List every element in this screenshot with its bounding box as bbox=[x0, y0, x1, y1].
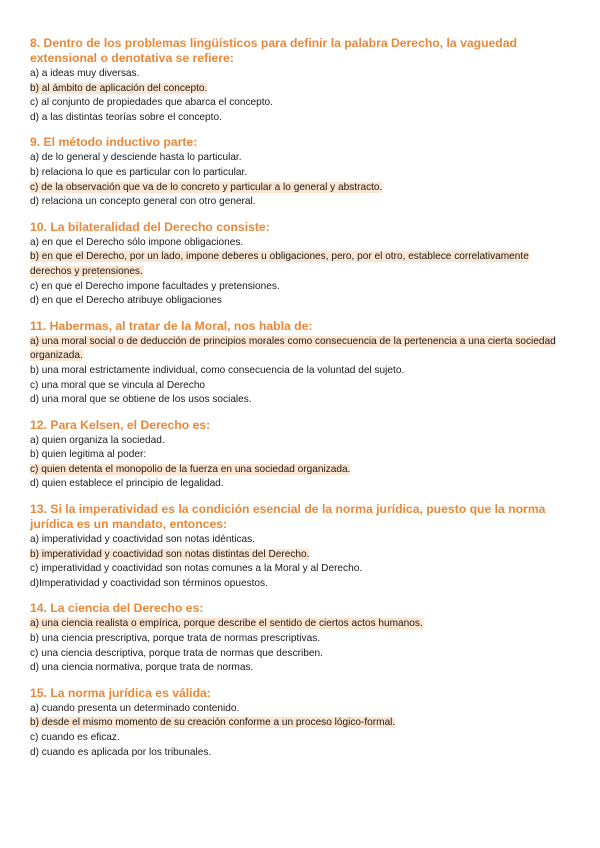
answer-option-text: c) en que el Derecho impone facultades y pretensiones. bbox=[30, 280, 280, 292]
answer-option bbox=[30, 96, 570, 111]
question-title: 9. El método inductivo parte: bbox=[30, 135, 198, 150]
question-title: 15. La norma jurídica es válida: bbox=[30, 685, 211, 700]
answer-option-text: b) quien legitima al poder: bbox=[30, 449, 147, 461]
answer-option bbox=[30, 533, 570, 548]
answer-option bbox=[30, 434, 570, 449]
answer-option bbox=[30, 661, 570, 676]
answer-option bbox=[30, 731, 570, 746]
answer-option-text: d) una ciencia normativa, porque trata de normas. bbox=[30, 662, 254, 674]
answer-option-text: d) relaciona un concepto general con otro general. bbox=[30, 196, 256, 208]
answer-option-text: d) quien establece el principio de legalidad. bbox=[30, 478, 224, 490]
answer-option bbox=[30, 294, 570, 309]
question-title: 10. La bilateralidad del Derecho consiste: bbox=[30, 219, 270, 234]
answer-option-highlighted bbox=[30, 463, 570, 478]
answer-option bbox=[30, 702, 570, 717]
answer-option bbox=[30, 577, 570, 592]
answer-option bbox=[30, 448, 570, 463]
question-title: 14. La ciencia del Derecho es: bbox=[30, 601, 204, 616]
answer-option bbox=[30, 166, 570, 181]
answer-option-text: c) una moral que se vincula al Derecho bbox=[30, 379, 206, 391]
answer-option bbox=[30, 393, 570, 408]
answer-option-text: b) al ámbito de aplicación del concepto. bbox=[30, 82, 208, 94]
answer-option-text: b) imperatividad y coactividad son notas distintas del Derecho. bbox=[30, 548, 310, 560]
answer-option-text: d) cuando es aplicada por los tribunales. bbox=[30, 746, 212, 758]
answer-option bbox=[30, 379, 570, 394]
answer-option-text: c) imperatividad y coactividad son notas comunes a la Moral y al Derecho. bbox=[30, 563, 363, 575]
answer-option bbox=[30, 477, 570, 492]
answer-option-text: c) cuando es eficaz. bbox=[30, 732, 120, 743]
answer-option-text: a) una moral social o de deducción de principios morales como consecuencia de la pertenencia a una cierta sociedad organizada. bbox=[30, 335, 556, 362]
answer-option-text: b) relaciona lo que es particular con lo particular. bbox=[30, 166, 248, 178]
question-block bbox=[30, 135, 570, 209]
question-title: 13. Si la imperatividad es la condición esencial de la norma jurídica, puesto que la norma jurídica es un mandato, entonces: bbox=[30, 502, 546, 532]
question-block bbox=[30, 220, 570, 309]
answer-option-highlighted bbox=[30, 548, 570, 563]
question-block bbox=[30, 418, 570, 492]
question-block bbox=[30, 36, 570, 125]
question-block bbox=[30, 686, 570, 760]
answer-option-text: d) una moral que se obtiene de los usos sociales. bbox=[30, 394, 252, 406]
answer-option-text: c) al conjunto de propiedades que abarca el concepto. bbox=[30, 97, 273, 109]
answer-option-text: a) imperatividad y coactividad son notas idénticas. bbox=[30, 534, 255, 546]
question-block bbox=[30, 601, 570, 675]
answer-option-text: d)Imperatividad y coactividad son términos opuestos. bbox=[30, 577, 268, 589]
answer-option-text: c) de la observación que va de lo concreto y particular a lo general y abstracto. bbox=[30, 181, 383, 193]
answer-option bbox=[30, 111, 570, 126]
answer-option-highlighted bbox=[30, 250, 570, 279]
answer-option bbox=[30, 151, 570, 166]
answer-option bbox=[30, 195, 570, 210]
answer-option bbox=[30, 364, 570, 379]
answer-option-text: a) en que el Derecho sólo impone obligaciones. bbox=[30, 236, 244, 248]
question-block bbox=[30, 502, 570, 591]
answer-option-text: a) a ideas muy diversas. bbox=[30, 68, 140, 79]
answer-option bbox=[30, 562, 570, 577]
answer-option-text: a) quien organiza la sociedad. bbox=[30, 434, 165, 446]
answer-option-text: b) una ciencia prescriptiva, porque trata de normas prescriptivas. bbox=[30, 633, 321, 645]
answer-option-text: a) de lo general y desciende hasta lo particular. bbox=[30, 152, 242, 164]
question-title: 8. Dentro de los problemas lingüísticos para definir la palabra Derecho, la vaguedad extensional o denotativa se refiere: bbox=[30, 36, 517, 65]
answer-option-highlighted bbox=[30, 82, 570, 97]
answer-option-text: d) a las distintas teorías sobre el concepto. bbox=[30, 111, 222, 123]
question-title: 12. Para Kelsen, el Derecho es: bbox=[30, 417, 211, 432]
answer-option-highlighted bbox=[30, 617, 570, 632]
answer-option-text: c) quien detenta el monopolio de la fuerza en una sociedad organizada. bbox=[30, 463, 351, 475]
answer-option bbox=[30, 67, 570, 82]
answer-option-text: d) en que el Derecho atribuye obligaciones bbox=[30, 295, 222, 307]
answer-option bbox=[30, 236, 570, 251]
answer-option-text: c) una ciencia descriptiva, porque trata de normas que describen. bbox=[30, 647, 323, 659]
answer-option-text: a) cuando presenta un determinado contenido. bbox=[30, 702, 240, 714]
answer-option-text: b) en que el Derecho, por un lado, impone deberes u obligaciones, pero, por el otro, establece correlativamente derechos y pretensiones. bbox=[30, 251, 529, 277]
answer-option bbox=[30, 647, 570, 662]
answer-option bbox=[30, 632, 570, 647]
answer-option-text: b) una moral estrictamente individual, como consecuencia de la voluntad del sujeto. bbox=[30, 364, 405, 376]
answer-option-highlighted bbox=[30, 181, 570, 196]
answer-option-highlighted bbox=[30, 716, 570, 731]
answer-option bbox=[30, 280, 570, 295]
question-block bbox=[30, 319, 570, 408]
answer-option-highlighted bbox=[30, 335, 570, 364]
answer-option-text: a) una ciencia realista o empírica, porque describe el sentido de ciertos actos humanos. bbox=[30, 618, 423, 630]
answer-option bbox=[30, 746, 570, 761]
question-title: 11. Habermas, al tratar de la Moral, nos habla de: bbox=[30, 318, 313, 333]
answer-option-text: b) desde el mismo momento de su creación conforme a un proceso lógico-formal. bbox=[30, 717, 396, 729]
